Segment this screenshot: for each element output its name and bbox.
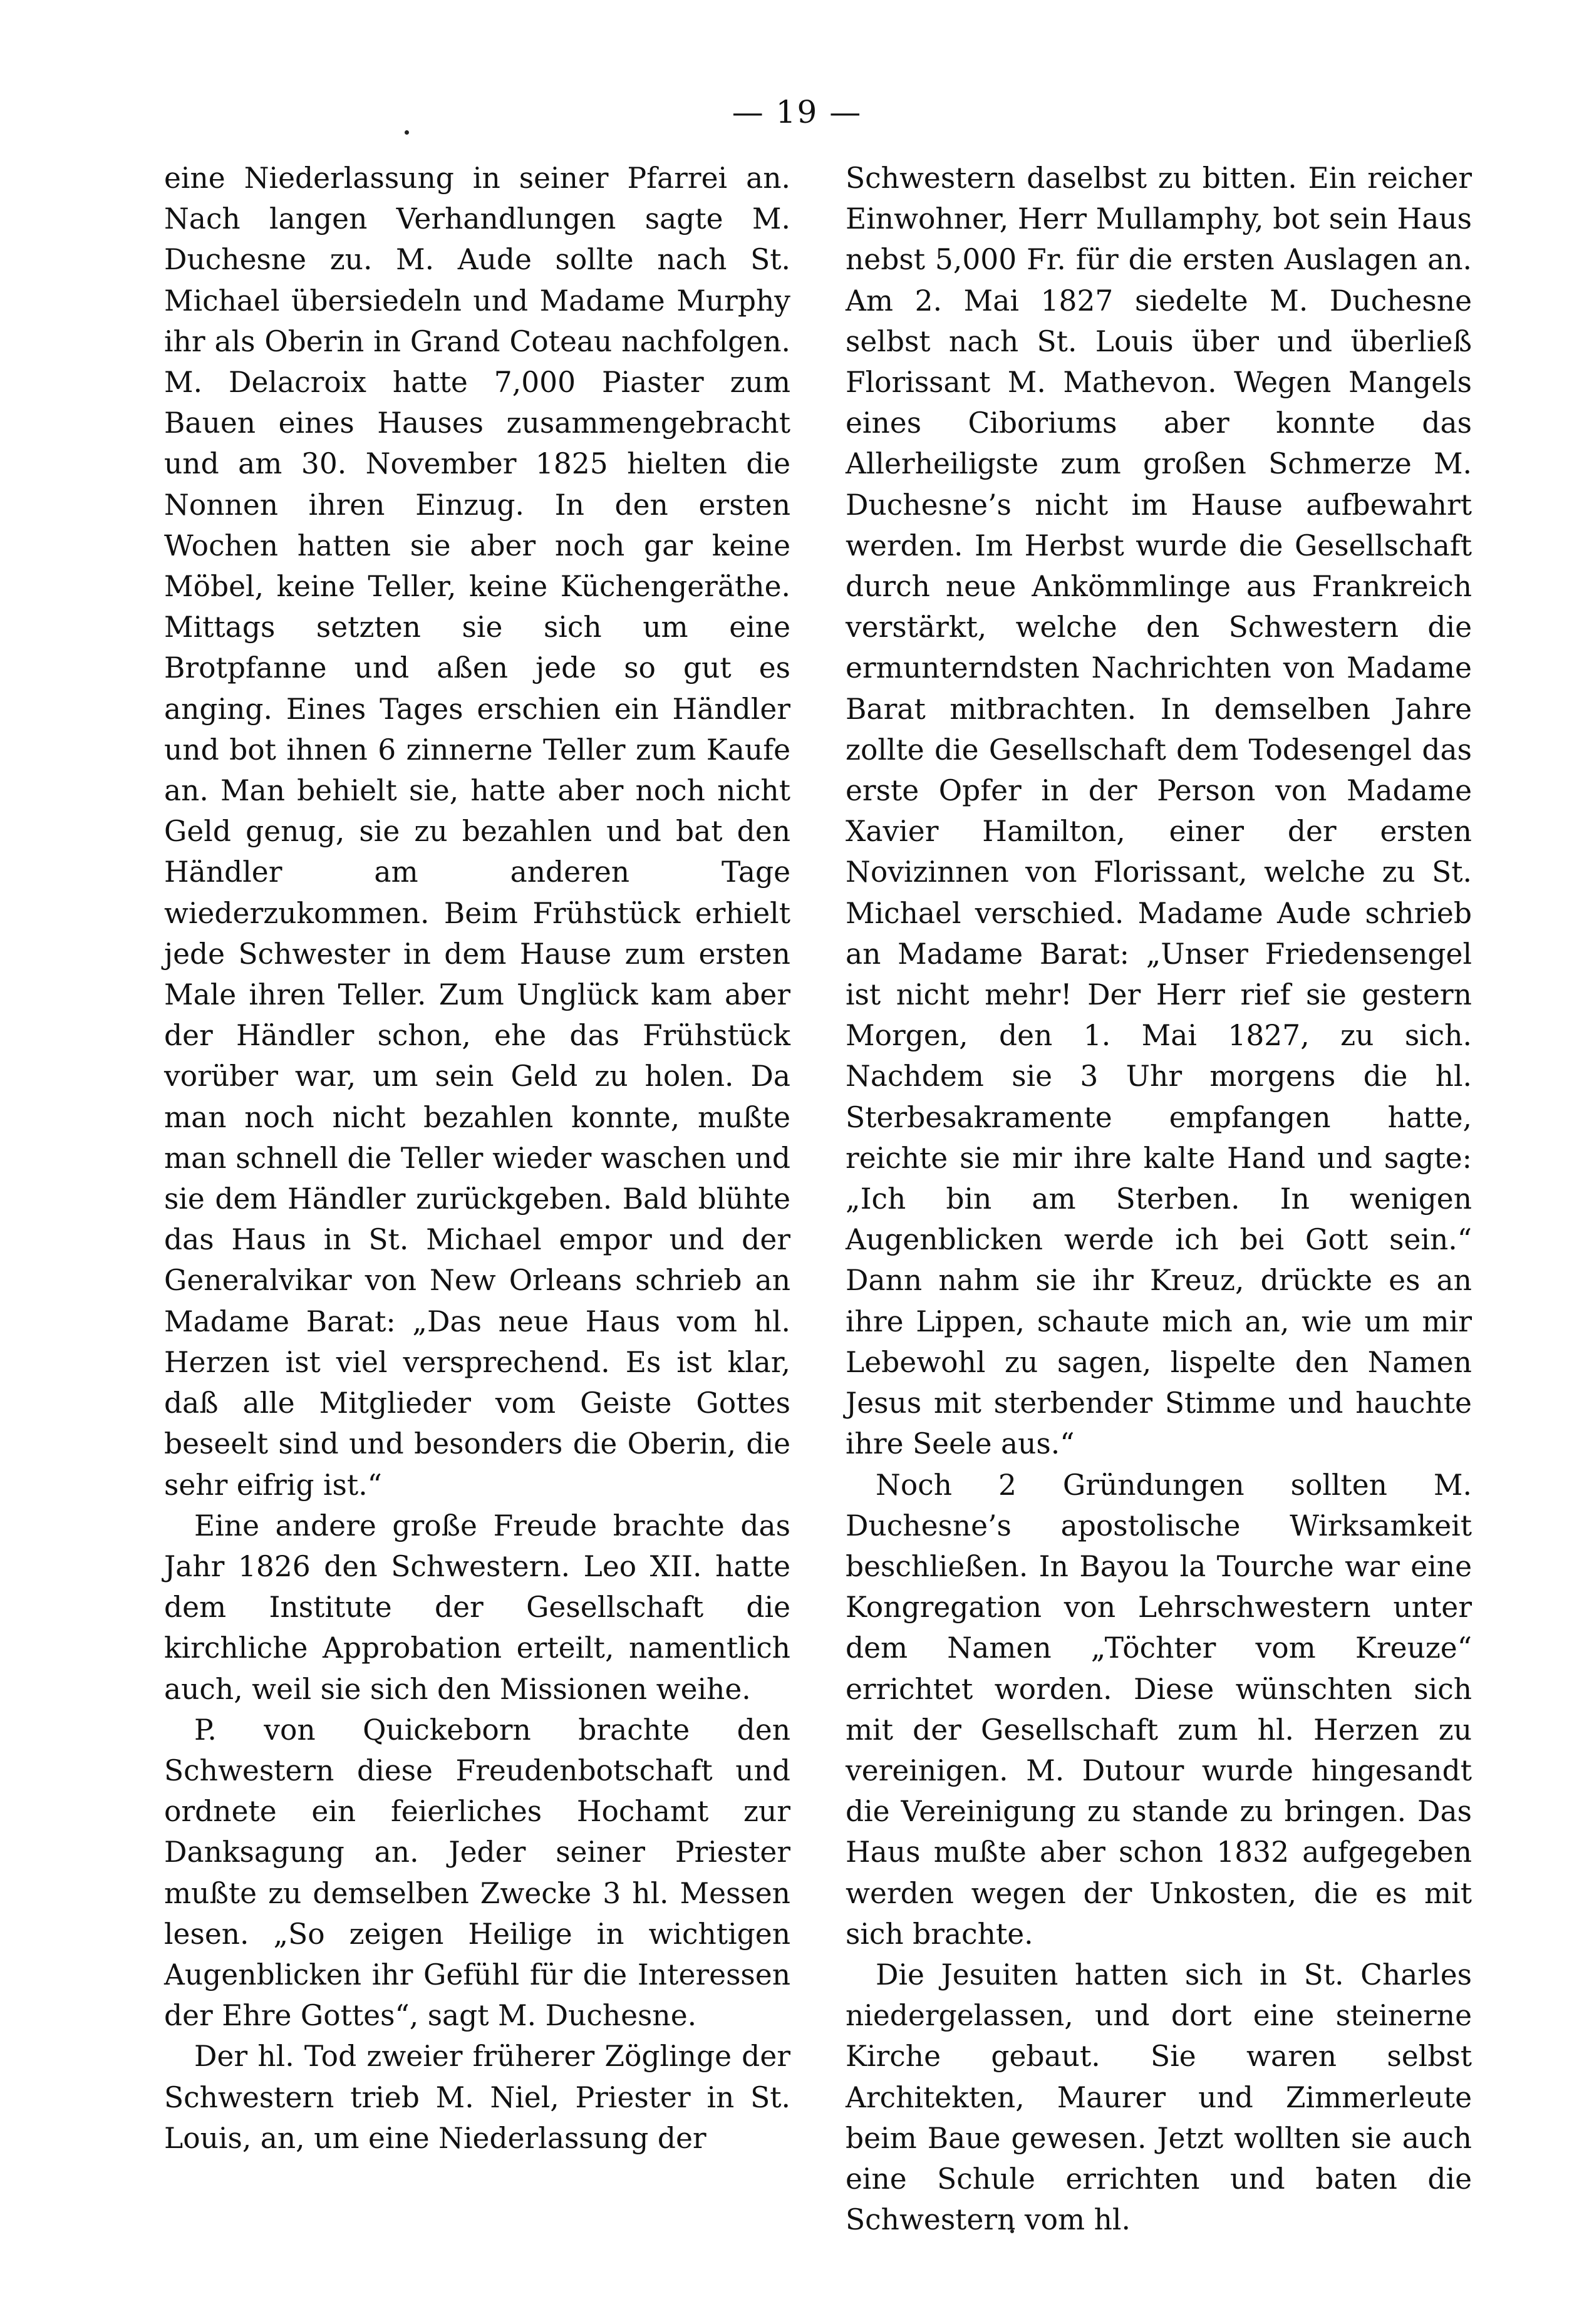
paragraph: P. von Quickeborn brachte den Schwestern diese Freudenbotschaft und ordnete ein feierliches Hochamt zur Danksagung an. Jeder seiner Priester mußte zu demselben Zwecke 3 hl. Messen lesen. „So zeigen Heilige in wichtigen Augenblicken ihr Gefühl für die Interessen der Ehre Gottes“, sagt M. Duchesne. (164, 1713, 790, 2033)
paragraph: Schwestern daselbst zu bitten. Ein reicher Einwohner, Herr Mullamphy, bot sein Haus nebst 5,000 Fr. für die ersten Auslagen an. Am 2. Mai 1827 siedelte M. Duchesne selbst nach St. Louis über und überließ Florissant M. Mathevon. Wegen Mangels eines Ciboriums aber konnte das Allerheiligste zum großen Schmerze M. Duchesne’s nicht im Hause aufbewahrt werden. Im Herbst wurde die Gesellschaft durch neue Ankömmlinge aus Frankreich verstärkt, welche den Schwestern die ermunterndsten Nachrichten von Madame Barat mitbrachten. In demselben Jahre zollte die Gesellschaft dem Todesengel das erste Opfer in der Person von Madame Xavier Hamilton, einer der ersten Novizinnen von Florissant, welche zu St. Michael verschied. Madame Aude schrieb an Madame Barat: „Unser Friedensengel ist nicht mehr! Der Herr rief sie gestern Morgen, den 1. Mai 1827, zu sich. Nachdem sie 3 Uhr morgens die hl. Sterbesakramente empfangen hatte, reichte sie mir ihre kalte Hand und sagte: „Ich bin am Sterben. In wenigen Augenblicken werde ich bei Gott sein.“ Dann nahm sie ihr Kreuz, drückte es an ihre Lippen, schaute mich an, wie um mir Lebewohl zu sagen, lispelte den Namen Jesus mit sterbender Stimme und hauchte ihre Seele aus.“ (846, 162, 1472, 1461)
left-column (164, 158, 790, 2159)
page-number: — 19 — (732, 94, 862, 130)
paragraph: Die Jesuiten hatten sich in St. Charles niedergelassen, und dort eine steinerne Kirche gebaut. Sie waren selbst Architekten, Maurer und Zimmerleute beim Baue gewesen. Jetzt wollten sie auch eine Schule errichten und baten die Schwestern vom hl. (846, 1958, 1472, 2237)
paragraph: Der hl. Tod zweier früherer Zöglinge der Schwestern trieb M. Niel, Priester in St. Louis, an, um eine Niederlassung der (164, 2040, 790, 2155)
paragraph: Eine andere große Freude brachte das Jahr 1826 den Schwestern. Leo XII. hatte dem Institute der Gesellschaft die kirchliche Approbation erteilt, namentlich auch, weil sie sich den Missionen weihe. (164, 1509, 790, 1706)
ink-speck (405, 130, 409, 135)
paragraph: eine Niederlassung in seiner Pfarrei an. Nach langen Verhandlungen sagte M. Duchesne zu. M. Aude sollte nach St. Michael übersiedeln und Madame Murphy ihr als Oberin in Grand Coteau nachfolgen. M. Delacroix hatte 7,000 Piaster zum Bauen eines Hauses zusammengebracht und am 30. November 1825 hielten die Nonnen ihren Einzug. In den ersten Wochen hatten sie aber noch gar keine Möbel, keine Teller, keine Küchengeräthe. Mittags setzten sie sich um eine Brotpfanne und aßen jede so gut es anging. Eines Tages erschien ein Händler und bot ihnen 6 zinnerne Teller zum Kaufe an. Man behielt sie, hatte aber noch nicht Geld genug, sie zu bezahlen und bat den Händler am anderen Tage wiederzukommen. Beim Frühstück erhielt jede Schwester in dem Hause zum ersten Male ihren Teller. Zum Unglück kam aber der Händler schon, ehe das Frühstück vorüber war, um sein Geld zu holen. Da man noch nicht bezahlen konnte, mußte man schnell die Teller wieder waschen und sie dem Händler zurückgeben. Bald blühte das Haus in St. Michael empor und der Generalvikar von New Orleans schrieb an Madame Barat: „Das neue Haus vom hl. Herzen ist viel versprechend. Es ist klar, daß alle Mitglieder vom Geiste Gottes beseelt sind und besonders die Oberin, die sehr eifrig ist.“ (164, 162, 790, 1502)
paragraph: Noch 2 Gründungen sollten M. Duchesne’s apostolische Wirksamkeit beschließen. In Bayou la Tourche war eine Kongregation von Lehrschwestern unter dem Namen „Töchter vom Kreuze“ errichtet worden. Diese wünschten sich mit der Gesellschaft zum hl. Herzen zu vereinigen. M. Dutour wurde hingesandt die Vereinigung zu stande zu bringen. Das Haus mußte aber schon 1832 aufgegeben werden wegen der Unkosten, die es mit sich brachte. (846, 1468, 1472, 1951)
right-column (846, 158, 1472, 2240)
